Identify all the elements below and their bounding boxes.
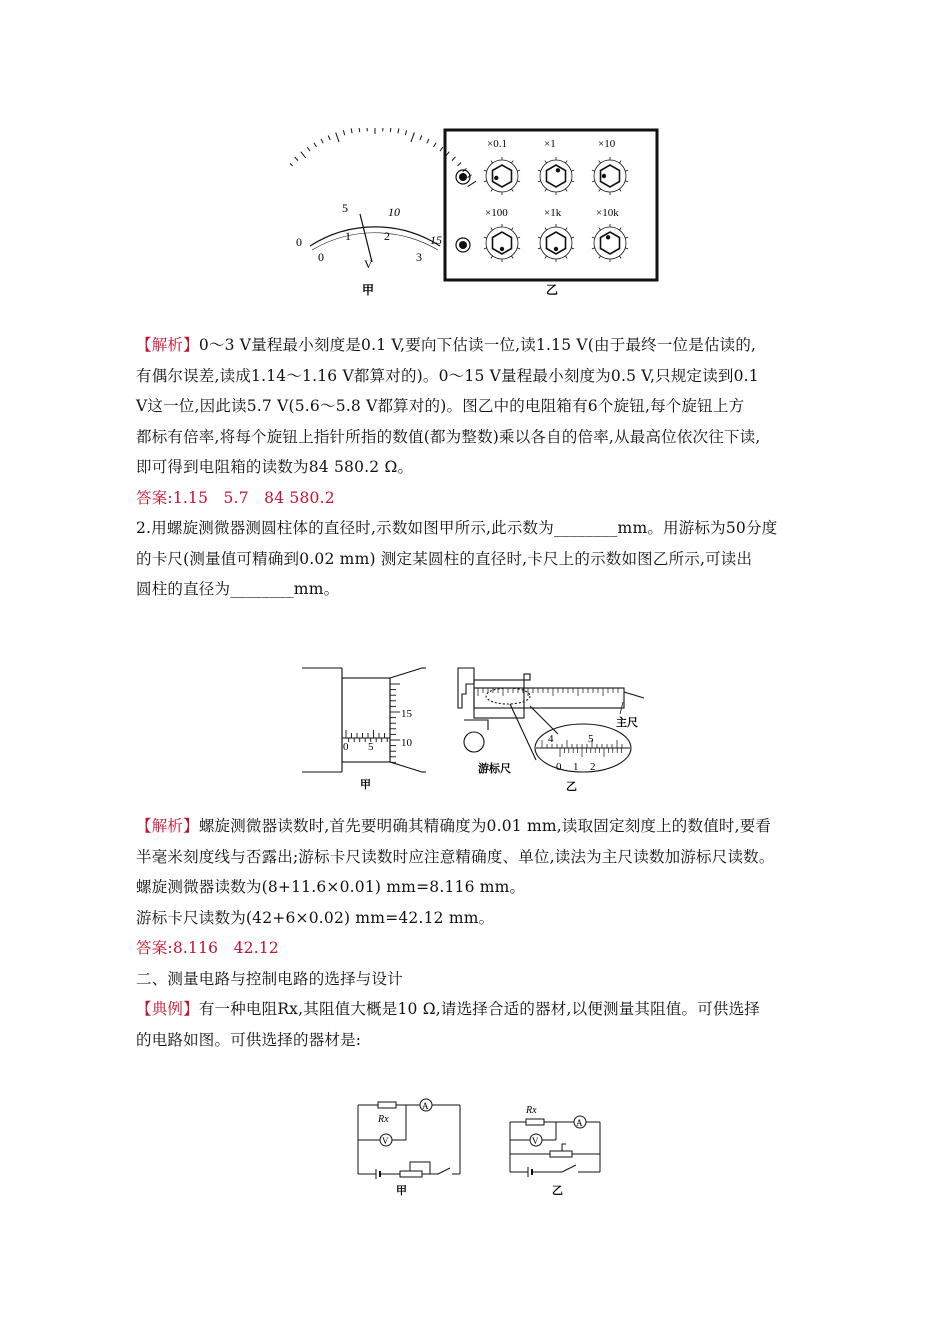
figure-micrometer-and-caliper [298,660,648,798]
analysis-1-line-4: 都标有倍率,将每个旋钮上指针所指的数值(都为整数)乘以各自的倍率,从最高位依次往下读, [136,427,761,446]
figure2-caption-right: 乙 [566,780,577,793]
voltmeter-tick [405,130,406,135]
circuit-right-voltmeter: V [532,1136,539,1146]
caliper-vernier-tick-1: 1 [573,761,579,773]
voltmeter-tick [301,152,306,158]
micrometer-sleeve-5: 5 [368,741,374,753]
voltmeter-tick [336,133,339,143]
voltmeter-tick [359,128,360,132]
figure1-caption-left: 甲 [362,283,375,297]
voltmeter-tick [411,133,414,143]
resistance-knob-icon [592,224,628,262]
resistance-knob-icon [538,157,574,195]
voltmeter-tick [314,143,317,147]
question-2-line-3: 圆柱的直径为________mm。 [136,580,340,598]
caliper-vernier-tick-2: 2 [590,761,596,773]
knob-label-x10k: ×10k [596,207,619,219]
knob-label-x10: ×10 [598,138,616,150]
analysis-2-line-3: 螺旋测微器读数为(8+11.6×0.01) mm=8.116 mm。 [136,878,526,896]
example-tag: 【典例】 [136,1000,199,1018]
circuit-left [358,1099,460,1179]
question-2-line-1: 2.用螺旋测微器测圆柱体的直径时,示数如图甲所示,此示数为________mm。用游标为50分度 [136,519,778,537]
voltmeter-tick [351,128,352,133]
voltmeter-top-15: 15 [430,233,442,247]
example-line-2: 的电路如图。可供选择的器材是: [136,1030,362,1049]
circuit-right [510,1116,600,1177]
analysis-1 [136,330,816,605]
caliper-main-scale-label: 主尺 [616,716,638,729]
caliper-vernier-tick-0: 0 [556,761,562,773]
voltmeter-tick [434,143,437,147]
voltmeter-tick [295,157,298,161]
analysis-tag: 【解析】 [136,817,199,835]
voltmeter-tick [390,128,391,132]
knob-label-x1: ×1 [544,138,556,150]
resistance-knob-icon [538,224,574,262]
knob-label-x1k: ×1k [544,207,562,219]
voltmeter-needle [360,214,372,262]
voltmeter-top-5: 5 [342,201,348,215]
micrometer [302,668,426,772]
micrometer-thimble-10: 10 [401,737,412,749]
voltmeter-scale [310,227,440,250]
resistance-box [445,130,657,280]
voltmeter-tick [458,163,462,166]
analysis-1-line-1: 【解析】0～3 V量程最小刻度是0.1 V,要向下估读一位,读1.15 V(由于最终一位是估读的, [136,336,757,354]
voltmeter-bottom-0: 0 [318,250,324,264]
analysis-2 [136,811,816,1055]
analysis-1-line-5: 即可得到电阻箱的读数为84 580.2 Ω。 [136,458,414,476]
voltmeter-tick [307,147,310,151]
voltmeter-bottom-2: 2 [384,229,390,243]
figure2-caption-left: 甲 [360,778,371,791]
question-2-line-2: 的卡尺(测量值可精确到0.02 mm) 测定某圆柱的直径时,卡尺上的示数如图乙所示,可读出 [136,549,753,568]
voltmeter-bottom-1: 1 [345,229,351,243]
voltmeter-tick [290,163,293,166]
example-line-1: 【典例】有一种电阻Rx,其阻值大概是10 Ω,请选择合适的器材,以便测量其阻值。可供选择 [136,1000,761,1018]
analysis-1-line-3: V这一位,因此读5.7 V(5.6～5.8 V都算对的)。图乙中的电阻箱有6个旋钮,每个旋钮上方 [136,397,745,415]
figure-circuits [350,1092,620,1198]
circuit-left-ammeter: A [422,1101,429,1111]
voltmeter-unit: V [364,257,373,271]
voltmeter-tick [420,136,422,141]
resistance-knob-icon [592,157,628,195]
voltmeter-bottom-3: 3 [416,250,422,264]
knob-label-x100: ×100 [485,207,508,219]
circuit-right-resistor: Rx [526,1105,537,1116]
circuit-left-voltmeter: V [382,1136,389,1146]
answer-2: 答案:8.116 42.12 [136,939,279,957]
analysis-2-line-4: 游标卡尺读数为(42+6×0.02) mm=42.12 mm。 [136,908,495,927]
voltmeter-left-zero: 0 [296,235,302,249]
voltmeter-tick [427,139,429,143]
section-2-heading: 二、测量电路与控制电路的选择与设计 [136,969,403,988]
figure3-caption-left: 甲 [396,1184,407,1197]
caliper-main-tick-4: 4 [548,733,554,745]
resistance-knob-icon [484,224,520,262]
voltmeter-tick [343,130,344,135]
analysis-1-line-2: 有偶尔误差,读成1.14～1.16 V都算对的)。0～15 V量程最小刻度为0.5 V,只规定读到0.1 [136,366,759,385]
knob-label-x0.1: ×0.1 [487,138,507,150]
circuit-right-ammeter: A [576,1118,583,1128]
voltmeter-tick [321,139,323,143]
figure1-caption-right: 乙 [546,283,559,297]
analysis-tag: 【解析】 [136,336,199,354]
resistance-knob-icon [484,157,520,195]
voltmeter-tick [328,136,330,141]
analysis-2-line-2: 半毫米刻度线与否露出;游标卡尺读数时应注意精确度、单位,读法为主尺读数加游标尺读数。 [136,847,775,866]
analysis-2-line-1: 【解析】螺旋测微器读数时,首先要明确其精确度为0.01 mm,读取固定刻度上的数值时,要看 [136,817,772,835]
figure-voltmeter-and-resistance-box [290,128,670,308]
voltmeter-tick [468,181,476,186]
answer-1: 答案:1.15 5.7 84 580.2 [136,488,335,507]
micrometer-thimble-15: 15 [401,708,412,720]
caliper-vernier-label: 游标尺 [478,762,511,775]
micrometer-sleeve-0: 0 [343,741,349,753]
voltmeter-tick [440,147,443,151]
circuit-left-resistor: Rx [378,1114,389,1125]
figure3-caption-right: 乙 [552,1184,563,1197]
voltmeter-top-10: 10 [388,205,400,219]
caliper-main-tick-5: 5 [588,733,594,745]
voltmeter-tick [398,128,399,133]
voltmeter-tick [452,157,455,161]
